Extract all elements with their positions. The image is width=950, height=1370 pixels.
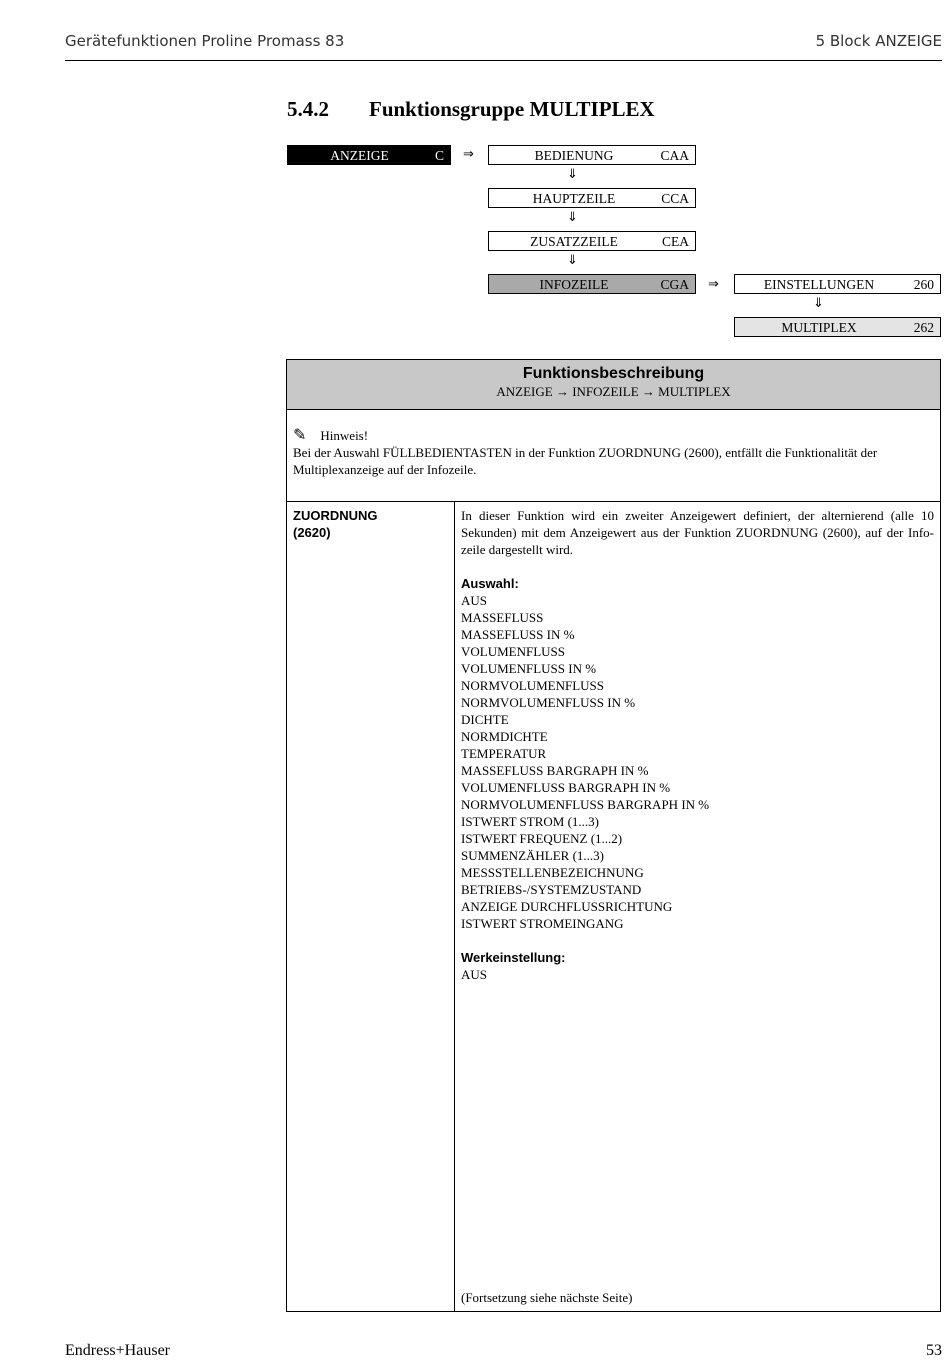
selection-option: VOLUMENFLUSS BARGRAPH IN % xyxy=(461,780,671,795)
menu-group-code: CCA xyxy=(661,191,689,206)
menu-function-einstellungen xyxy=(734,274,941,294)
menu-function-label: EINSTELLUNGEN xyxy=(763,277,875,292)
description-header xyxy=(287,360,940,410)
note-section xyxy=(287,410,940,502)
selection-option: MASSEFLUSS xyxy=(461,610,544,625)
selection-option: BETRIEBS-/SYSTEMZUSTAND xyxy=(461,882,642,897)
menu-group-bedienung xyxy=(488,145,696,165)
menu-group-code: CAA xyxy=(660,148,689,163)
function-code: (2620) xyxy=(293,525,331,540)
menu-block-label: ANZEIGE xyxy=(330,148,389,163)
function-name-cell xyxy=(287,502,455,1312)
section-number: 5.4.2 xyxy=(287,97,329,121)
down-arrow-icon: ⇓ xyxy=(813,296,824,311)
selection-option: VOLUMENFLUSS xyxy=(461,644,566,659)
default-value: AUS xyxy=(461,967,488,982)
menu-group-label: ZUSATZZEILE xyxy=(530,234,618,249)
menu-group-label: INFOZEILE xyxy=(539,277,609,292)
selection-option: MESSSTELLENBEZEICHNUNG xyxy=(461,865,644,880)
default-label: Werkeinstellung: xyxy=(461,950,566,965)
function-name: ZUORDNUNG xyxy=(293,508,378,523)
menu-group-hauptzeile xyxy=(488,188,696,208)
right-arrow-icon: ⇒ xyxy=(708,277,719,292)
selection-option: AUS xyxy=(461,593,488,608)
page-number: 53 xyxy=(926,1342,942,1359)
section-title-text: Funktionsgruppe MULTIPLEX xyxy=(369,97,655,121)
menu-function-label: MULTIPLEX xyxy=(781,320,857,335)
selection-option: MASSEFLUSS BARGRAPH IN % xyxy=(461,763,649,778)
menu-function-code: 260 xyxy=(913,277,934,292)
selection-option: ISTWERT STROMEINGANG xyxy=(461,916,624,931)
selection-option: NORMVOLUMENFLUSS BARGRAPH IN % xyxy=(461,797,710,812)
description-path: ANZEIGE → INFOZEILE → MULTIPLEX xyxy=(496,384,731,399)
page-header xyxy=(65,32,942,61)
selection-option: SUMMENZÄHLER (1...3) xyxy=(461,848,604,863)
menu-group-code: CEA xyxy=(662,234,689,249)
selection-option: ISTWERT STROM (1...3) xyxy=(461,814,600,829)
note-label: Hinweis! xyxy=(320,428,369,443)
selection-option: NORMDICHTE xyxy=(461,729,548,744)
note-text: Bei der Auswahl FÜLLBEDIENTASTEN in der Funktion ZUORDNUNG (2600), entfällt die Funktionalität der Multiplexanzeige auf der Infozeile. xyxy=(293,445,878,477)
selection-label: Auswahl: xyxy=(461,576,519,591)
pencil-icon: ✎ xyxy=(293,425,307,444)
selection-option: NORMVOLUMENFLUSS xyxy=(461,678,605,693)
menu-group-label: BEDIENUNG xyxy=(534,148,614,163)
selection-option: ISTWERT FREQUENZ (1...2) xyxy=(461,831,623,846)
function-row xyxy=(287,502,940,1312)
header-right: 5 Block ANZEIGE xyxy=(815,32,942,50)
down-arrow-icon: ⇓ xyxy=(567,253,578,268)
description-title: Funktionsbeschreibung xyxy=(522,365,705,382)
down-arrow-icon: ⇓ xyxy=(567,167,578,182)
footer-brand: Endress+Hauser xyxy=(65,1342,170,1359)
down-arrow-icon: ⇓ xyxy=(567,210,578,225)
menu-function-code: 262 xyxy=(913,320,934,335)
menu-block-code: C xyxy=(434,148,444,163)
header-left: Gerätefunktionen Proline Promass 83 xyxy=(65,32,345,50)
menu-function-multiplex xyxy=(734,317,941,337)
selection-option: DICHTE xyxy=(461,712,509,727)
selection-option: ANZEIGE DURCHFLUSSRICHTUNG xyxy=(461,899,673,914)
menu-group-zusatzzeile xyxy=(488,231,696,251)
menu-group-label: HAUPTZEILE xyxy=(532,191,616,206)
function-detail-cell xyxy=(455,502,940,1312)
function-description-table xyxy=(286,359,941,1312)
page-footer xyxy=(65,1342,942,1360)
menu-block-anzeige xyxy=(287,145,451,165)
selection-option: NORMVOLUMENFLUSS IN % xyxy=(461,695,636,710)
selection-option: VOLUMENFLUSS IN % xyxy=(461,661,597,676)
function-intro: In dieser Funktion wird ein zweiter Anzeigewert definiert, der alternierend (alle 10 Sekunden) mit dem Anzeigewert aus der Funktion ZUORDNUNG (2600), auf der Info-zeile dargestellt wird. xyxy=(461,508,934,557)
continuation-note: (Fortsetzung siehe nächste Seite) xyxy=(461,1290,633,1305)
section-title xyxy=(287,97,655,122)
selection-option: MASSEFLUSS IN % xyxy=(461,627,575,642)
selection-options xyxy=(461,592,934,932)
menu-group-code: CGA xyxy=(660,277,689,292)
menu-group-infozeile xyxy=(488,274,696,294)
selection-option: TEMPERATUR xyxy=(461,746,547,761)
right-arrow-icon: ⇒ xyxy=(463,147,474,162)
